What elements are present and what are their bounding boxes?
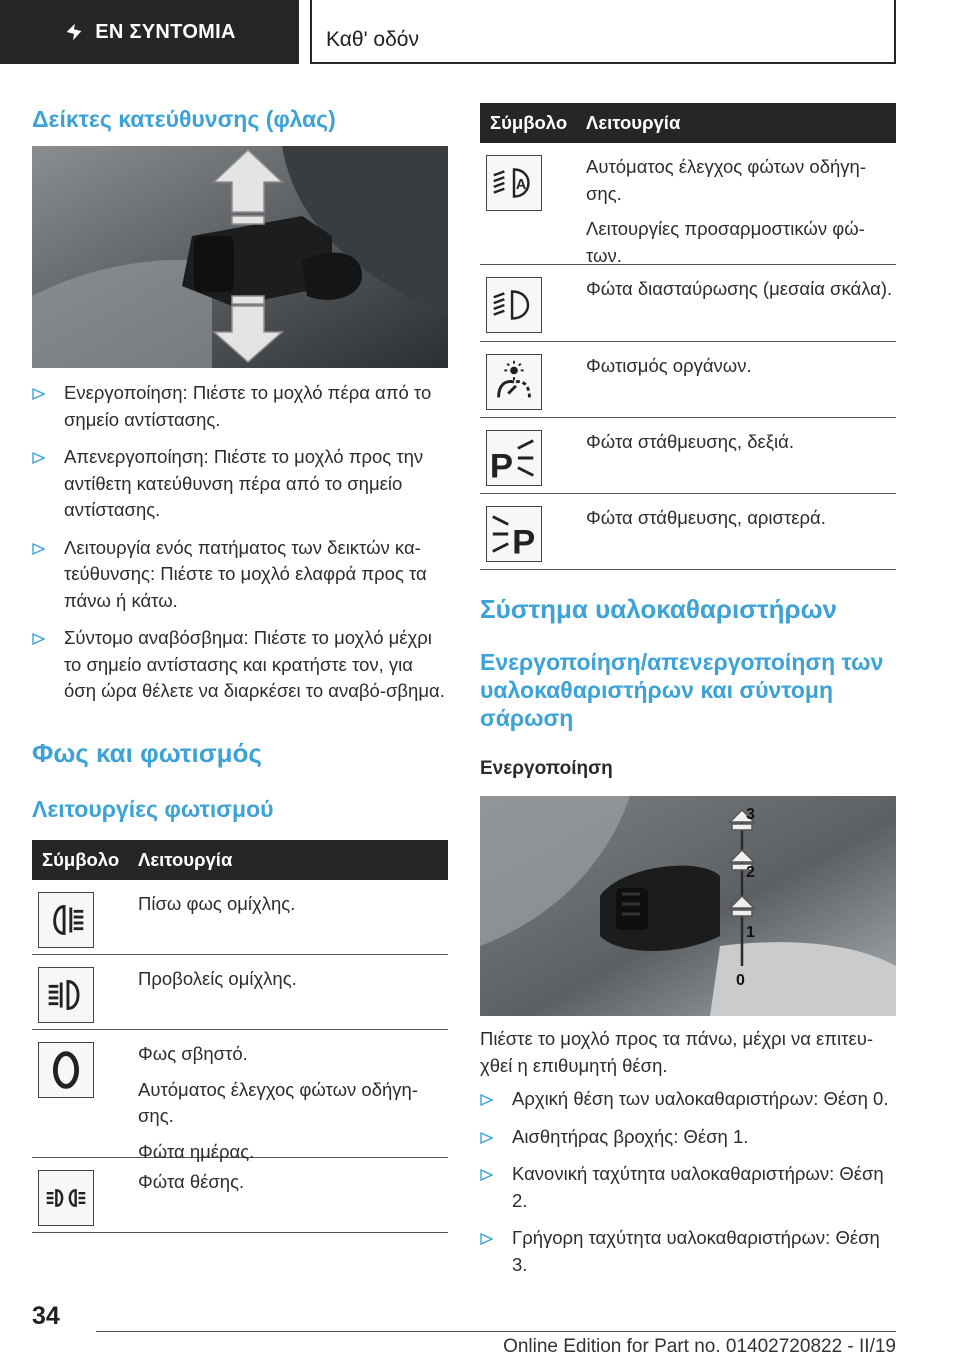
table-header: Σύμβολο Λειτουργία bbox=[480, 103, 896, 143]
parking-light-left-icon bbox=[486, 506, 542, 562]
auto-headlight-icon bbox=[486, 155, 542, 211]
table-row: Προβολείς ομίχλης. bbox=[32, 955, 448, 1030]
lights-table-left bbox=[32, 840, 448, 1233]
table-row: Πίσω φως ομίχλης. bbox=[32, 880, 448, 955]
parking-light-right-icon bbox=[486, 430, 542, 486]
svg-text:P: P bbox=[489, 447, 514, 486]
triangle-bullet-icon bbox=[32, 543, 45, 555]
svg-text:P: P bbox=[512, 523, 536, 562]
wipers-intro: Πιέστε το μοχλό προς τα πάνω, μέχρι να επιτευ-χθεί η επιθυμητή θέση. bbox=[480, 1028, 873, 1076]
list-item: Απενεργοποίηση: Πιέστε το μοχλό προς την αντίθετη κατεύθυνση πέρα από το σημείο αντίστασης. bbox=[32, 444, 448, 524]
wiper-lever-image bbox=[480, 796, 896, 1016]
svg-text:A: A bbox=[515, 176, 527, 193]
table-row: Φωτισμός οργάνων. bbox=[480, 342, 896, 418]
turn-signals-title: Δείκτες κατεύθυνσης (φλας) bbox=[32, 106, 336, 132]
list-item: Αισθητήρας βροχής: Θέση 1. bbox=[480, 1124, 896, 1151]
triangle-bullet-icon bbox=[480, 1132, 493, 1144]
low-beam-icon bbox=[486, 277, 542, 333]
list-item: Ενεργοποίηση: Πιέστε το μοχλό πέρα από το σημείο αντίστασης. bbox=[32, 380, 448, 433]
edition-footer: Online Edition for Part no. 01402720822 - II/19 bbox=[503, 1336, 896, 1357]
rear-fog-light-icon bbox=[38, 892, 94, 948]
triangle-bullet-icon bbox=[32, 388, 45, 400]
position-label-3: 3 bbox=[746, 806, 755, 823]
wipers-list bbox=[480, 1086, 896, 1289]
turn-signals-list bbox=[32, 380, 448, 716]
lights-subtitle: Λειτουργίες φωτισμού bbox=[32, 796, 274, 822]
triangle-bullet-icon bbox=[32, 633, 45, 645]
wiper-illustration bbox=[480, 796, 896, 1016]
section-label: ΕΝ ΣΥΝΤΟΜΙΑ bbox=[95, 20, 236, 43]
turn-signal-lever-image bbox=[32, 146, 448, 368]
list-item: Γρήγορη ταχύτητα υαλοκαθαριστήρων: Θέση 3. bbox=[480, 1225, 896, 1278]
triangle-bullet-icon bbox=[32, 452, 45, 464]
table-row: Φώτα διασταύρωσης (μεσαία σκάλα). bbox=[480, 265, 896, 342]
activation-heading: Ενεργοποίηση bbox=[480, 758, 613, 779]
table-row: Φώτα θέσης. bbox=[32, 1158, 448, 1233]
table-header: Σύμβολο Λειτουργία bbox=[32, 840, 448, 880]
lightning-icon bbox=[63, 21, 85, 43]
footer-divider bbox=[96, 1331, 896, 1332]
page-number: 34 bbox=[32, 1302, 60, 1330]
section-tab[interactable] bbox=[0, 0, 299, 64]
triangle-bullet-icon bbox=[480, 1233, 493, 1245]
position-label-1: 1 bbox=[746, 924, 755, 941]
list-item: Λειτουργία ενός πατήματος των δεικτών κα-τεύθυνσης: Πιέστε το μοχλό ελαφρά προς τα πάνω ή κάτω. bbox=[32, 535, 448, 615]
parking-lights-icon bbox=[38, 1170, 94, 1226]
lights-off-icon bbox=[38, 1042, 94, 1098]
list-item: Σύντομο αναβόσβημα: Πιέστε το μοχλό μέχρι το σημείο αντίστασης και κρατήστε τον, για όση ώρα θέλετε να διαρκέσει το αναβό-σβημα. bbox=[32, 625, 448, 705]
triangle-bullet-icon bbox=[480, 1094, 493, 1106]
front-fog-light-icon bbox=[38, 967, 94, 1023]
lights-table-right bbox=[480, 103, 896, 570]
table-row: P Φώτα στάθμευσης, αριστερά. bbox=[480, 494, 896, 570]
chapter-label: Καθ' οδόν bbox=[326, 28, 419, 51]
lights-title: Φως και φωτισμός bbox=[32, 738, 262, 768]
lever-illustration bbox=[32, 146, 448, 368]
wipers-subtitle: Ενεργοποίηση/απενεργοποίηση των υαλοκαθαριστήρων και σύντομη σάρωση bbox=[480, 649, 884, 731]
position-label-2: 2 bbox=[746, 864, 755, 881]
position-label-0: 0 bbox=[736, 972, 745, 989]
triangle-bullet-icon bbox=[480, 1169, 493, 1181]
table-row: P Φώτα στάθμευσης, δεξιά. bbox=[480, 418, 896, 494]
table-row: A Αυτόματος έλεγχος φώτων οδήγη-σης. Λειτουργίες προσαρμοστικών φώ-των. bbox=[480, 143, 896, 265]
chapter-tab[interactable] bbox=[310, 0, 896, 64]
wipers-title: Σύστημα υαλοκαθαριστήρων bbox=[480, 594, 838, 624]
instrument-lighting-icon bbox=[486, 354, 542, 410]
list-item: Κανονική ταχύτητα υαλοκαθαριστήρων: Θέση 2. bbox=[480, 1161, 896, 1214]
list-item: Αρχική θέση των υαλοκαθαριστήρων: Θέση 0. bbox=[480, 1086, 896, 1113]
table-row: Φως σβηστό. Αυτόματος έλεγχος φώτων οδήγη-σης. Φώτα ημέρας. bbox=[32, 1030, 448, 1158]
